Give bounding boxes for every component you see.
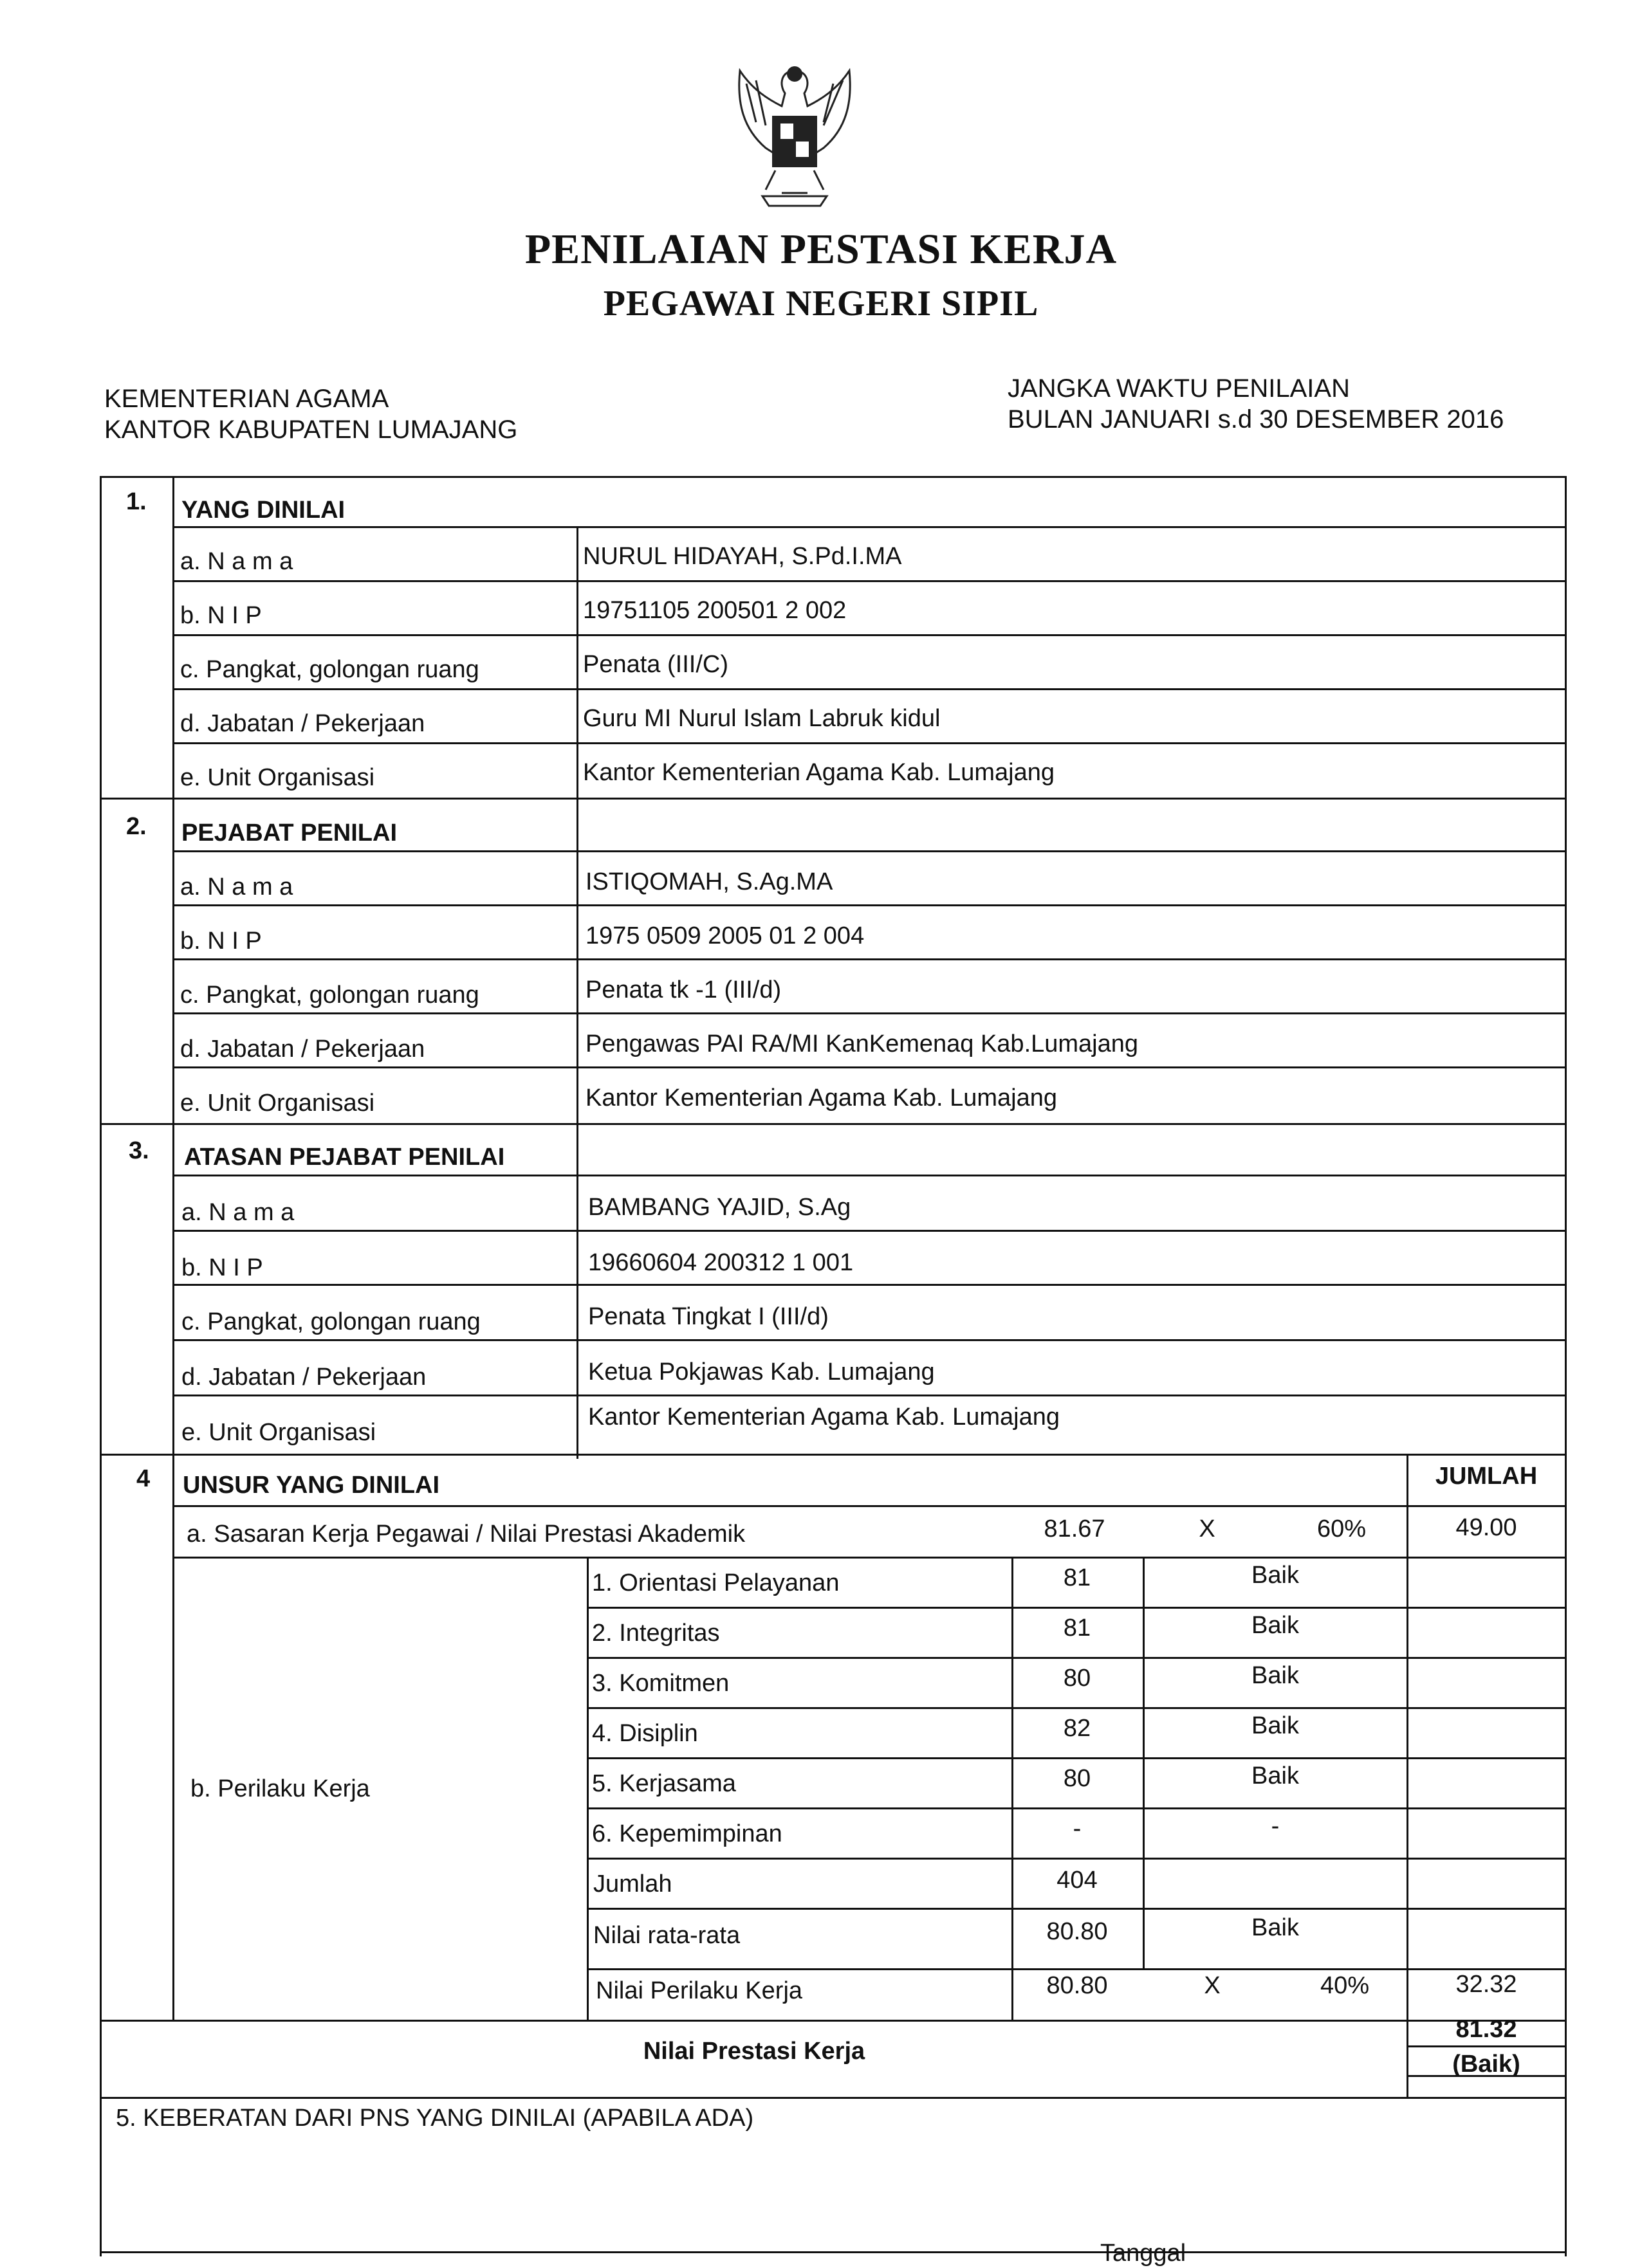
s1-jabatan-value: Guru MI Nurul Islam Labruk kidul bbox=[583, 705, 941, 732]
perilaku-label: b. Perilaku Kerja bbox=[190, 1775, 370, 1802]
perilaku-item-grade: Baik bbox=[1251, 1662, 1299, 1689]
s2-jabatan-label: d. Jabatan / Pekerjaan bbox=[180, 1036, 425, 1063]
period-line-2: BULAN JANUARI s.d 30 DESEMBER 2016 bbox=[1008, 405, 1504, 434]
s3-pangkat-value: Penata Tingkat I (III/d) bbox=[588, 1303, 829, 1330]
document-title: PENILAIAN PESTASI KERJA bbox=[524, 226, 1118, 273]
s3-nama-label: a. N a m a bbox=[181, 1199, 295, 1226]
perilaku-item-score: 81 bbox=[1063, 1564, 1091, 1591]
perilaku-item-label: 6. Kepemimpinan bbox=[592, 1820, 782, 1847]
section-2-title: PEJABAT PENILAI bbox=[181, 819, 398, 846]
section-5-date-label: Tanggal bbox=[1100, 2240, 1186, 2267]
perilaku-item-label: 5. Kerjasama bbox=[592, 1770, 736, 1797]
perilaku-item-score: - bbox=[1073, 1815, 1082, 1842]
rata-score: 80.80 bbox=[1046, 1918, 1108, 1945]
s1-nip-label: b. N I P bbox=[180, 602, 262, 629]
s2-unit-value: Kantor Kementerian Agama Kab. Lumajang bbox=[586, 1084, 1058, 1111]
section-4-title: UNSUR YANG DINILAI bbox=[183, 1472, 440, 1499]
perilaku-item-grade: Baik bbox=[1251, 1562, 1299, 1589]
rata-grade: Baik bbox=[1251, 1914, 1299, 1941]
section-2-number: 2. bbox=[126, 813, 147, 840]
s2-pangkat-label: c. Pangkat, golongan ruang bbox=[180, 982, 479, 1009]
s1-pangkat-value: Penata (III/C) bbox=[583, 651, 728, 678]
section-4-number: 4 bbox=[136, 1465, 151, 1492]
period-line-1: JANGKA WAKTU PENILAIAN bbox=[1008, 374, 1350, 403]
document-subtitle: PEGAWAI NEGERI SIPIL bbox=[603, 284, 1039, 324]
s3-nip-label: b. N I P bbox=[181, 1254, 263, 1281]
perilaku-item-grade: Baik bbox=[1251, 1612, 1299, 1639]
nilai-perilaku-multiplier: X bbox=[1204, 1972, 1221, 1999]
perilaku-item-label: 1. Orientasi Pelayanan bbox=[592, 1569, 840, 1596]
nilai-perilaku-label: Nilai Perilaku Kerja bbox=[596, 1977, 803, 2004]
prestasi-label: Nilai Prestasi Kerja bbox=[643, 2038, 865, 2065]
agency-block bbox=[104, 383, 517, 445]
nilai-perilaku-percent: 40% bbox=[1320, 1972, 1370, 1999]
s1-unit-label: e. Unit Organisasi bbox=[180, 764, 375, 791]
perilaku-item-score: 80 bbox=[1063, 1765, 1091, 1792]
s2-nip-value: 1975 0509 2005 01 2 004 bbox=[586, 922, 865, 949]
s3-unit-value: Kantor Kementerian Agama Kab. Lumajang bbox=[588, 1404, 1060, 1431]
s2-jabatan-value: Pengawas PAI RA/MI KanKemenaq Kab.Lumajang bbox=[586, 1030, 1139, 1057]
perilaku-item-grade: Baik bbox=[1251, 1712, 1299, 1739]
jumlah-label: Jumlah bbox=[593, 1870, 672, 1898]
perilaku-item-score: 82 bbox=[1063, 1715, 1091, 1742]
s2-nama-value: ISTIQOMAH, S.Ag.MA bbox=[586, 868, 833, 895]
garuda-emblem bbox=[705, 45, 885, 219]
sasaran-total: 49.00 bbox=[1455, 1514, 1517, 1541]
perilaku-item-score: 80 bbox=[1063, 1665, 1091, 1692]
jumlah-header: JUMLAH bbox=[1435, 1463, 1538, 1490]
section-1-title: YANG DINILAI bbox=[181, 497, 346, 524]
s1-pangkat-label: c. Pangkat, golongan ruang bbox=[180, 656, 479, 683]
s2-unit-label: e. Unit Organisasi bbox=[180, 1090, 375, 1117]
rata-label: Nilai rata-rata bbox=[593, 1922, 741, 1949]
sasaran-multiplier: X bbox=[1199, 1515, 1215, 1542]
nilai-perilaku-score: 80.80 bbox=[1046, 1972, 1108, 1999]
s2-nip-label: b. N I P bbox=[180, 928, 262, 955]
s3-nama-value: BAMBANG YAJID, S.Ag bbox=[588, 1194, 851, 1221]
s3-unit-label: e. Unit Organisasi bbox=[181, 1419, 376, 1446]
s2-pangkat-value: Penata tk -1 (III/d) bbox=[586, 976, 782, 1003]
s3-pangkat-label: c. Pangkat, golongan ruang bbox=[181, 1308, 481, 1335]
prestasi-total: 81.32 bbox=[1455, 2016, 1517, 2043]
perilaku-item-grade: - bbox=[1271, 1813, 1280, 1840]
sasaran-score: 81.67 bbox=[1044, 1515, 1105, 1542]
section-1-number: 1. bbox=[126, 488, 147, 515]
perilaku-item-score: 81 bbox=[1063, 1614, 1091, 1642]
prestasi-grade: (Baik) bbox=[1452, 2051, 1520, 2078]
agency-line-2: KANTOR KABUPATEN LUMAJANG bbox=[104, 416, 518, 444]
jumlah-score: 404 bbox=[1056, 1867, 1098, 1894]
agency-line-1: KEMENTERIAN AGAMA bbox=[104, 385, 389, 413]
section-3-title: ATASAN PEJABAT PENILAI bbox=[184, 1144, 505, 1171]
perilaku-item-label: 4. Disiplin bbox=[592, 1720, 698, 1747]
perilaku-item-grade: Baik bbox=[1251, 1762, 1299, 1789]
sasaran-percent: 60% bbox=[1316, 1515, 1367, 1542]
nilai-perilaku-total: 32.32 bbox=[1455, 1971, 1517, 1998]
perilaku-item-label: 2. Integritas bbox=[592, 1620, 720, 1647]
s1-nama-value: NURUL HIDAYAH, S.Pd.I.MA bbox=[583, 543, 902, 570]
s1-nama-label: a. N a m a bbox=[180, 548, 293, 575]
section-5-title: 5. KEBERATAN DARI PNS YANG DINILAI (APABILA ADA) bbox=[116, 2105, 754, 2132]
s3-jabatan-label: d. Jabatan / Pekerjaan bbox=[181, 1364, 427, 1391]
s1-nip-value: 19751105 200501 2 002 bbox=[583, 597, 847, 624]
section-3-number: 3. bbox=[129, 1137, 149, 1164]
perilaku-item-label: 3. Komitmen bbox=[592, 1670, 730, 1697]
s2-nama-label: a. N a m a bbox=[180, 873, 293, 901]
s1-unit-value: Kantor Kementerian Agama Kab. Lumajang bbox=[583, 759, 1055, 786]
sasaran-label: a. Sasaran Kerja Pegawai / Nilai Prestasi Akademik bbox=[187, 1521, 746, 1548]
s3-nip-value: 19660604 200312 1 001 bbox=[588, 1249, 854, 1276]
period-block bbox=[1008, 373, 1504, 435]
s3-jabatan-value: Ketua Pokjawas Kab. Lumajang bbox=[588, 1358, 935, 1385]
s1-jabatan-label: d. Jabatan / Pekerjaan bbox=[180, 710, 425, 737]
